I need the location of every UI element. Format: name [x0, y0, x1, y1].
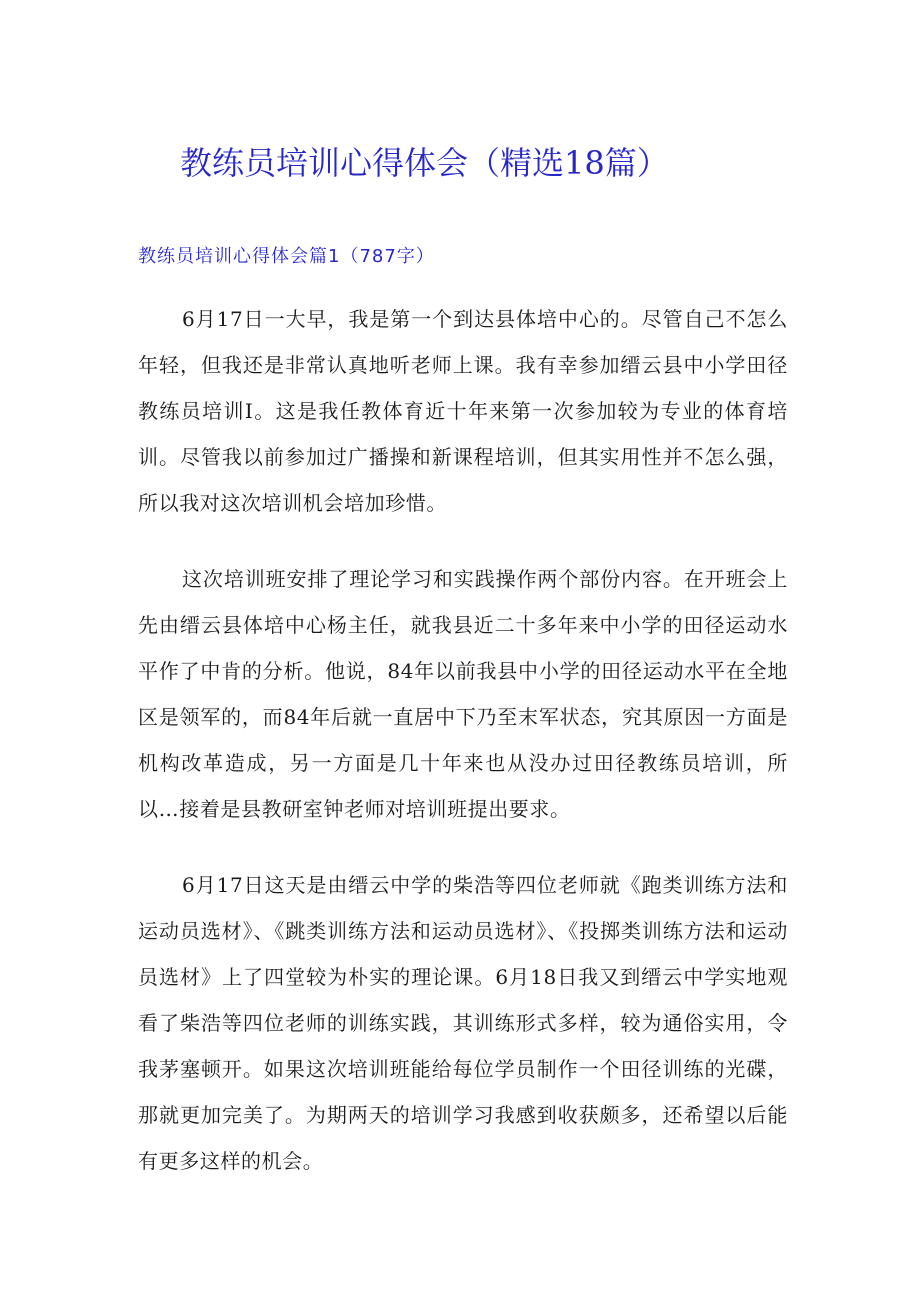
paragraph-2: 这次培训班安排了理论学习和实践操作两个部份内容。在开班会上先由缙云县体培中心杨主任，就我县近二十多年来中小学的田径运动水平作了中肯的分析。他说，84年以前我县中小学的田径运动水平在全地区是领军的，而84年后就一直居中下乃至末军状态，究其原因一方面是机构改革造成，另一方面是几十年来也从没办过田径教练员培训，所以…接着是县教研室钟老师对培训班提出要求。 [138, 567, 788, 821]
paragraph-1: 6月17日一大早，我是第一个到达县体培中心的。尽管自己不怎么年轻，但我还是非常认真地听老师上课。我有幸参加缙云县中小学田径教练员培训I。这是我任教体育近十年来第一次参加较为专业的体育培训。尽管我以前参加过广播操和新课程培训，但其实用性并不怎么强，所以我对这次培训机会培加珍惜。 [138, 307, 788, 515]
section-heading: 教练员培训心得体会篇1（787字） [138, 246, 435, 267]
paragraph-3: 6月17日这天是由缙云中学的柴浩等四位老师就《跑类训练方法和运动员选材》、《跳类训练方法和运动员选材》、《投掷类训练方法和运动员选材》上了四堂较为朴实的理论课。6月18日我又到缙云中学实地观看了柴浩等四位老师的训练实践，其训练形式多样，较为通俗实用，令我茅塞顿开。如果这次培训班能给每位学员制作一个田径训练的光碟，那就更加完美了。为期两天的培训学习我感到收获颇多，还希望以后能有更多这样的机会。 [138, 873, 788, 1173]
document-body [138, 296, 788, 1214]
document-title: 教练员培训心得体会（精选18篇） [180, 144, 669, 182]
